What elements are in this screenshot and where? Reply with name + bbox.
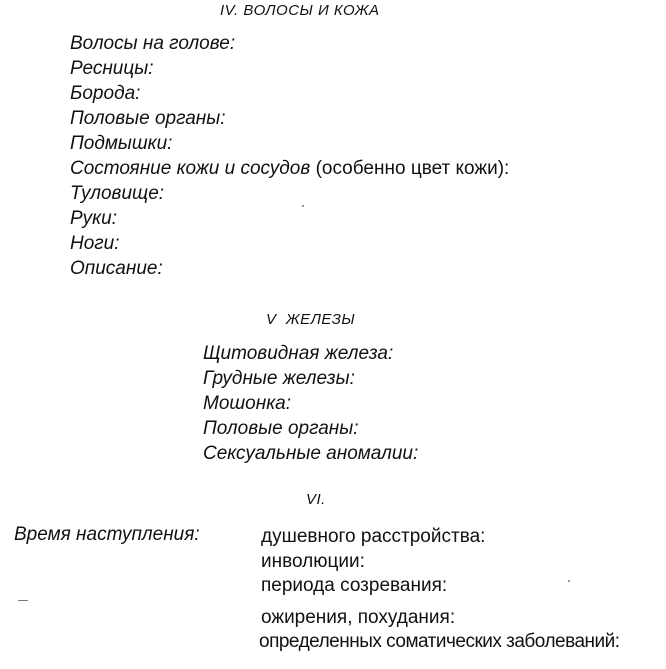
list-item: душевного расстройства: (261, 526, 486, 547)
section-vi-title: VI. (306, 491, 326, 508)
item-suffix: : (285, 393, 292, 414)
list-item (70, 156, 509, 181)
hair-skin-list (70, 31, 509, 281)
list-item (70, 181, 509, 206)
item-suffix: : (167, 133, 173, 154)
list-item (70, 31, 509, 56)
list-item (70, 106, 509, 131)
item-label: Половые органы (70, 108, 221, 129)
scan-speck (18, 600, 28, 601)
onset-label: Время наступления: (14, 524, 200, 545)
item-label: Состояние кожи и сосудов (70, 158, 311, 179)
item-label: Сексуальные аномалии (203, 443, 413, 464)
item-label: Борода (70, 83, 136, 104)
item-suffix: : (349, 368, 355, 389)
list-item: ожирения, похудания: (261, 607, 456, 628)
item-label: Мошонка (203, 393, 286, 414)
item-label: Щитовидная железа (203, 343, 388, 364)
list-item: инволюции: (261, 551, 365, 572)
item-label: Ноги (70, 233, 115, 254)
list-item (203, 391, 418, 416)
item-label: Руки (70, 208, 112, 229)
list-item (70, 81, 509, 106)
list-item (70, 206, 509, 231)
list-item (70, 231, 509, 256)
scan-speck (302, 205, 304, 207)
item-suffix: : (111, 208, 117, 229)
list-item (203, 441, 418, 466)
item-suffix: : (229, 33, 236, 54)
item-label: Описание (70, 258, 158, 279)
item-suffix: : (157, 258, 163, 279)
item-label: Туловище (70, 183, 159, 204)
item-label: Подмышки (70, 133, 168, 154)
list-item (203, 366, 418, 391)
item-suffix: : (148, 58, 154, 79)
item-suffix: : (220, 108, 226, 129)
list-item: определенных соматических заболеваний: (259, 631, 620, 652)
item-label: Грудные железы (203, 368, 350, 389)
list-item (70, 56, 509, 81)
item-suffix: : (413, 443, 419, 464)
item-suffix: : (387, 343, 394, 364)
section-v-title: V ЖЕЛЕЗЫ (266, 311, 356, 328)
section-iv-title: IV. ВОЛОСЫ И КОЖА (220, 2, 380, 19)
list-item (203, 341, 418, 366)
list-item (70, 256, 509, 281)
item-suffix: : (135, 83, 141, 104)
item-suffix: : (158, 183, 165, 204)
item-label: Половые органы (203, 418, 354, 439)
item-suffix: : (114, 233, 120, 254)
item-label: Волосы на голове (70, 33, 230, 54)
item-suffix: : (353, 418, 359, 439)
item-suffix: (особенно цвет кожи): (310, 158, 510, 179)
list-item (70, 131, 509, 156)
item-label: Ресницы (70, 58, 149, 79)
list-item: периода созревания: (261, 575, 448, 596)
glands-list (203, 341, 418, 466)
list-item (203, 416, 418, 441)
scan-speck (568, 580, 570, 582)
